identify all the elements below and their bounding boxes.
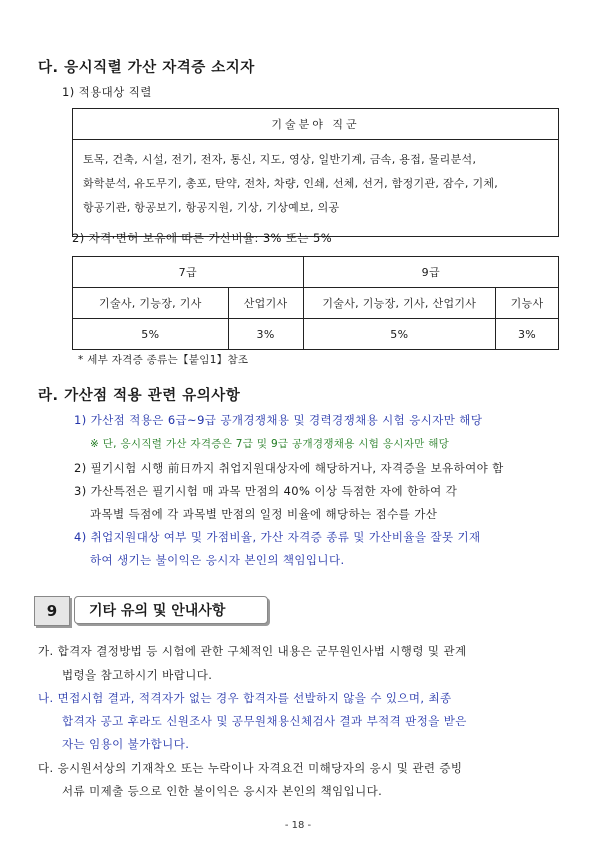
tech-field-box bbox=[72, 108, 559, 237]
item-rate: 2) 자격·면허 보유에 따른 가산비율: 3% 또는 5% bbox=[72, 231, 333, 245]
sec9-na-line-c: 자는 임용이 불가합니다. bbox=[62, 737, 190, 751]
rate-table bbox=[72, 256, 559, 350]
rate-value: 5% bbox=[303, 319, 496, 350]
box-header: 기술분야 직군 bbox=[73, 109, 559, 140]
box-line: 화학분석, 유도무기, 총포, 탄약, 전차, 차량, 인쇄, 선체, 선거, 함정기관, 잠수, 기체, bbox=[83, 177, 499, 190]
section-ra-title: 라. 가산점 적용 관련 유의사항 bbox=[38, 388, 241, 404]
note-line-1: 1) 가산점 적용은 6급~9급 공개경쟁채용 및 경력경쟁채용 시험 응시자만 해당 bbox=[74, 413, 483, 427]
sec9-ga-line-a: 가. 합격자 결정방법 등 시험에 관한 구체적인 내용은 군무원인사법 시행령 및 관계 bbox=[38, 644, 467, 658]
sec9-ga-line-b: 법령을 참고하시기 바랍니다. bbox=[62, 668, 213, 682]
box-body bbox=[73, 140, 559, 237]
item-target-series: 1) 적용대상 직렬 bbox=[62, 85, 152, 99]
col-header: 기능사 bbox=[496, 288, 559, 319]
section-da-title: 다. 응시직렬 가산 자격증 소지자 bbox=[38, 60, 255, 76]
sec9-na-line-b: 합격자 공고 후라도 신원조사 및 공무원채용신체검사 결과 부적격 판정을 받은 bbox=[62, 714, 467, 728]
col-header: 기술사, 기능장, 기사, 산업기사 bbox=[303, 288, 496, 319]
grade7-header: 7급 bbox=[73, 257, 304, 288]
note-line-2: 2) 필기시험 시행 前日까지 취업지원대상자에 해당하거나, 자격증을 보유하여야 함 bbox=[74, 461, 504, 475]
footnote: * 세부 자격증 종류는【붙임1】참조 bbox=[78, 354, 249, 366]
sec9-da-line-a: 다. 응시원서상의 기재착오 또는 누락이나 자격요건 미해당자의 응시 및 관련 증빙 bbox=[38, 761, 463, 775]
rate-value: 5% bbox=[73, 319, 229, 350]
note-line-1-sub: ※ 단, 응시직렬 가산 자격증은 7급 및 9급 공개경쟁채용 시험 응시자만 해당 bbox=[90, 438, 450, 450]
box-line: 항공기관, 항공보기, 항공지원, 기상, 기상예보, 의공 bbox=[83, 201, 340, 214]
section9-title: 기타 유의 및 안내사항 bbox=[74, 596, 268, 624]
col-header: 산업기사 bbox=[228, 288, 303, 319]
sec9-na-line-a: 나. 면접시험 결과, 적격자가 없는 경우 합격자를 선발하지 않을 수 있으며, 최종 bbox=[38, 691, 452, 705]
note-line-3b: 과목별 득점에 각 과목별 만점의 일정 비율에 해당하는 점수를 가산 bbox=[90, 507, 438, 521]
rate-value: 3% bbox=[228, 319, 303, 350]
sec9-da-line-b: 서류 미제출 등으로 인한 불이익은 응시자 본인의 책임입니다. bbox=[62, 784, 383, 798]
rate-value: 3% bbox=[496, 319, 559, 350]
note-line-4b: 하여 생기는 불이익은 응시자 본인의 책임입니다. bbox=[90, 553, 345, 567]
note-line-4a: 4) 취업지원대상 여부 및 가점비율, 가산 자격증 종류 및 가산비율을 잘못 기재 bbox=[74, 530, 481, 544]
section9-number: 9 bbox=[34, 596, 70, 626]
page-number: - 18 - bbox=[284, 820, 312, 831]
box-line: 토목, 건축, 시설, 전기, 전자, 통신, 지도, 영상, 일반기계, 금속, 용접, 물리분석, bbox=[83, 153, 477, 166]
note-line-3a: 3) 가산특전은 필기시험 매 과목 만점의 40% 이상 득점한 자에 한하여 각 bbox=[74, 484, 458, 498]
grade9-header: 9급 bbox=[303, 257, 558, 288]
col-header: 기술사, 기능장, 기사 bbox=[73, 288, 229, 319]
